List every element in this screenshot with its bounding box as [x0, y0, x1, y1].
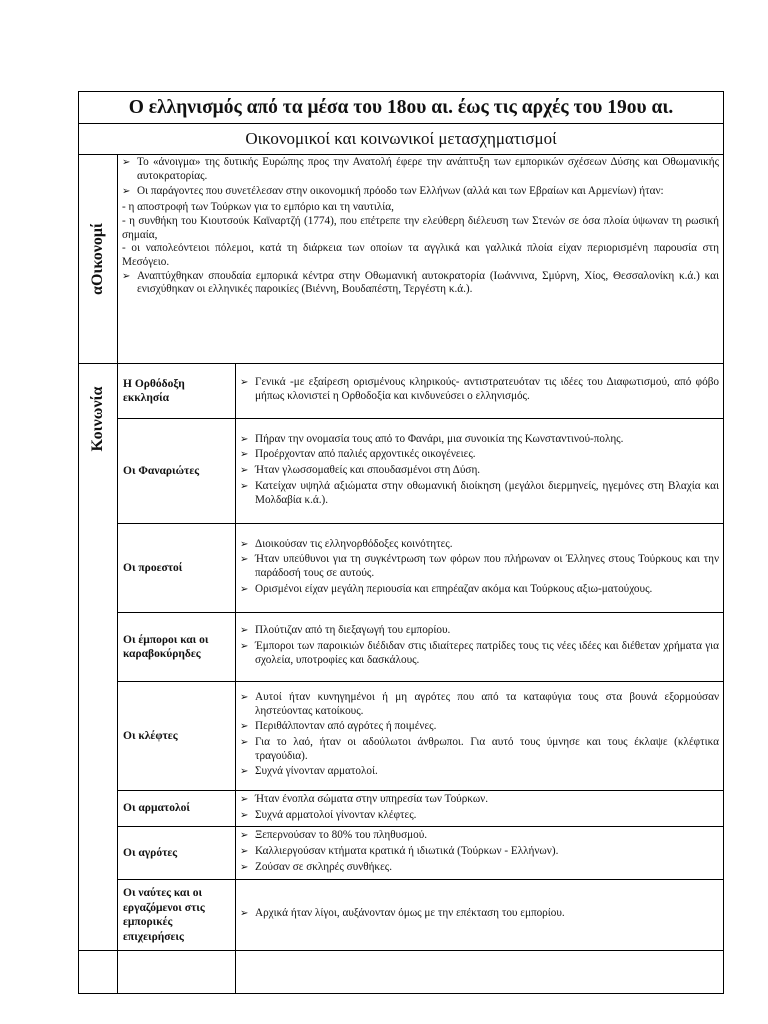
bullet-item: ➢ Ζούσαν σε σκληρές συνθήκες.	[240, 861, 719, 875]
side-label-economic: αΟικονομί	[89, 223, 106, 295]
economic-content	[118, 155, 724, 364]
sub-item: - η συνθήκη του Κιουτσούκ Καϊναρτζή (1774), που επέτρεπε την ελεύθερη διέλευση των Στενών σε όσα πλοία ύψωναν τη ρωσική σημαία,	[122, 214, 720, 241]
group-label: Οι έμποροι και οι καραβοκύρηδες	[118, 613, 236, 682]
bullet-item: ➢ Το «άνοιγμα» της δυτικής Ευρώπης προς την Ανατολή έφερε την ανάπτυξη των εμπορικών σχέσεων Δύσης και Οθωμανικής αυτοκρατορίας.	[122, 156, 719, 183]
group-label: Οι αρματολοί	[118, 791, 236, 827]
summary-table	[78, 91, 724, 994]
bullet-item: ➢ Ορισμένοι είχαν μεγάλη περιουσία και επηρέαζαν ακόμα και Τούρκους αξιω-ματούχους.	[240, 583, 719, 597]
section-subtitle: Οικονομικοί και κοινωνικοί μετασχηματισμοί	[79, 124, 724, 155]
side-header-social	[79, 364, 118, 951]
sub-item: - η αποστροφή των Τούρκων για το εμπόριο και τη ναυτιλία,	[122, 201, 394, 214]
bullet-item: ➢ Διοικούσαν τις ελληνορθόδοξες κοινότητες.	[240, 538, 719, 552]
bullet-item: ➢ Περιθάλπονταν από αγρότες ή ποιμένες.	[240, 720, 719, 734]
group-items	[236, 690, 723, 782]
group-label: Οι αγρότες	[118, 827, 236, 880]
group-label: Οι ναύτες και οι εργαζόμενοι στις εμπορικές επιχειρήσεις	[118, 880, 236, 951]
sub-item: - οι ναπολεόντειοι πόλεμοι, κατά τη διάρκεια των οποίων τα αγγλικά και γαλλικά πλοία είχαν περιορισμένη παρουσία στη Μεσόγειο.	[122, 242, 720, 268]
side-header-economic	[79, 155, 118, 364]
bullet-item: ➢ Συχνά γίνονταν αρματολοί.	[240, 765, 719, 779]
group-items	[236, 906, 723, 924]
bullet-item: ➢ Προέρχονταν από παλιές αρχοντικές οικογένειες.	[240, 448, 719, 462]
group-label: Οι κλέφτες	[118, 682, 236, 791]
group-label: Οι προεστοί	[118, 524, 236, 613]
empty-cell	[236, 951, 724, 994]
bullet-item: ➢ Πλούτιζαν από τη διεξαγωγή του εμπορίου.	[240, 624, 719, 638]
bullet-item: ➢ Ήταν γλωσσομαθείς και σπουδασμένοι στη Δύση.	[240, 464, 719, 478]
bullet-item: ➢ Για το λαό, ήταν οι αδούλωτοι άνθρωποι. Για αυτό τους ύμνησε και τους έκλαψε (κλέφτικα τραγούδια).	[240, 736, 719, 763]
bullet-item: ➢ Ήταν ένοπλα σώματα στην υπηρεσία των Τούρκων.	[240, 793, 719, 807]
bullet-item: ➢ Καλλιεργούσαν κτήματα κρατικά ή ιδιωτικά (Τούρκων - Ελλήνων).	[240, 845, 719, 859]
group-items	[236, 828, 723, 877]
bullet-item: ➢ Συχνά αρματολοί γίνονταν κλέφτες.	[240, 809, 719, 823]
page-title: Ο ελληνισμός από τα μέσα του 18ου αι. έως τις αρχές του 19ου αι.	[79, 92, 724, 124]
empty-cell	[118, 951, 236, 994]
bullet-item: ➢ Ξεπερνούσαν το 80% του πληθυσμού.	[240, 829, 719, 843]
bullet-item: ➢ Αρχικά ήταν λίγοι, αυξάνονταν όμως με την επέκταση του εμπορίου.	[240, 907, 719, 921]
bullet-item: ➢ Έμποροι των παροικιών διέδιδαν στις ιδιαίτερες πατρίδες τους τις νέες ιδέες και διέθεταν χρήματα για σχολεία, υποτροφίες και δασκάλους.	[240, 640, 719, 667]
bullet-item: ➢ Αυτοί ήταν κυνηγημένοι ή μη αγρότες που από τα καταφύγια τους στα βουνά εξορμούσαν ληστεύοντας κατοίκους.	[240, 691, 719, 718]
side-label-social: Κοινωνία	[89, 386, 106, 452]
group-label: Η Ορθόδοξη εκκλησία	[118, 364, 236, 419]
bullet-item: ➢ Πήραν την ονομασία τους από το Φανάρι, μια συνοικία της Κωνσταντινού-πολης.	[240, 433, 719, 447]
group-items	[236, 792, 723, 825]
group-items	[236, 623, 723, 670]
bullet-item: ➢ Ήταν υπεύθυνοι για τη συγκέντρωση των φόρων που πλήρωναν οι Έλληνες στους Τούρκους και την παράδοσή τους σε αυτούς.	[240, 553, 719, 580]
row-church	[79, 364, 724, 419]
bullet-item: ➢ Αναπτύχθηκαν σπουδαία εμπορικά κέντρα στην Οθωμανική αυτοκρατορία (Ιωάννινα, Σμύρνη, Χίος, Θεσσαλονίκη κ.ά.) και ενισχύθηκαν οι ελληνικές παροικίες (Βιέννη, Βουδαπέστη, Τεργέστη κ.ά.).	[122, 270, 719, 297]
empty-cell	[79, 951, 118, 994]
bullet-item: ➢ Κατείχαν υψηλά αξιώματα στην οθωμανική διοίκηση (μεγάλοι διερμηνείς, ηγεμόνες στη Βλαχία και Μολδαβία κ.ά.).	[240, 480, 719, 507]
bullet-item: ➢ Οι παράγοντες που συνετέλεσαν στην οικονομική πρόοδο των Ελλήνων (αλλά και των Εβραίων και Αρμενίων) ήταν:	[122, 185, 719, 199]
group-items	[236, 432, 723, 511]
economic-list	[118, 155, 723, 300]
bullet-item: ➢ Γενικά -με εξαίρεση ορισμένους κληρικούς- αντιστρατευόταν τις ιδέες του Διαφωτισμού, από φόβο μήπως κλονιστεί η Ορθοδοξία και κινδυνεύσει ο ελληνισμός.	[240, 376, 719, 403]
group-items	[236, 537, 723, 600]
group-label: Οι Φαναριώτες	[118, 419, 236, 524]
group-items	[236, 375, 723, 406]
